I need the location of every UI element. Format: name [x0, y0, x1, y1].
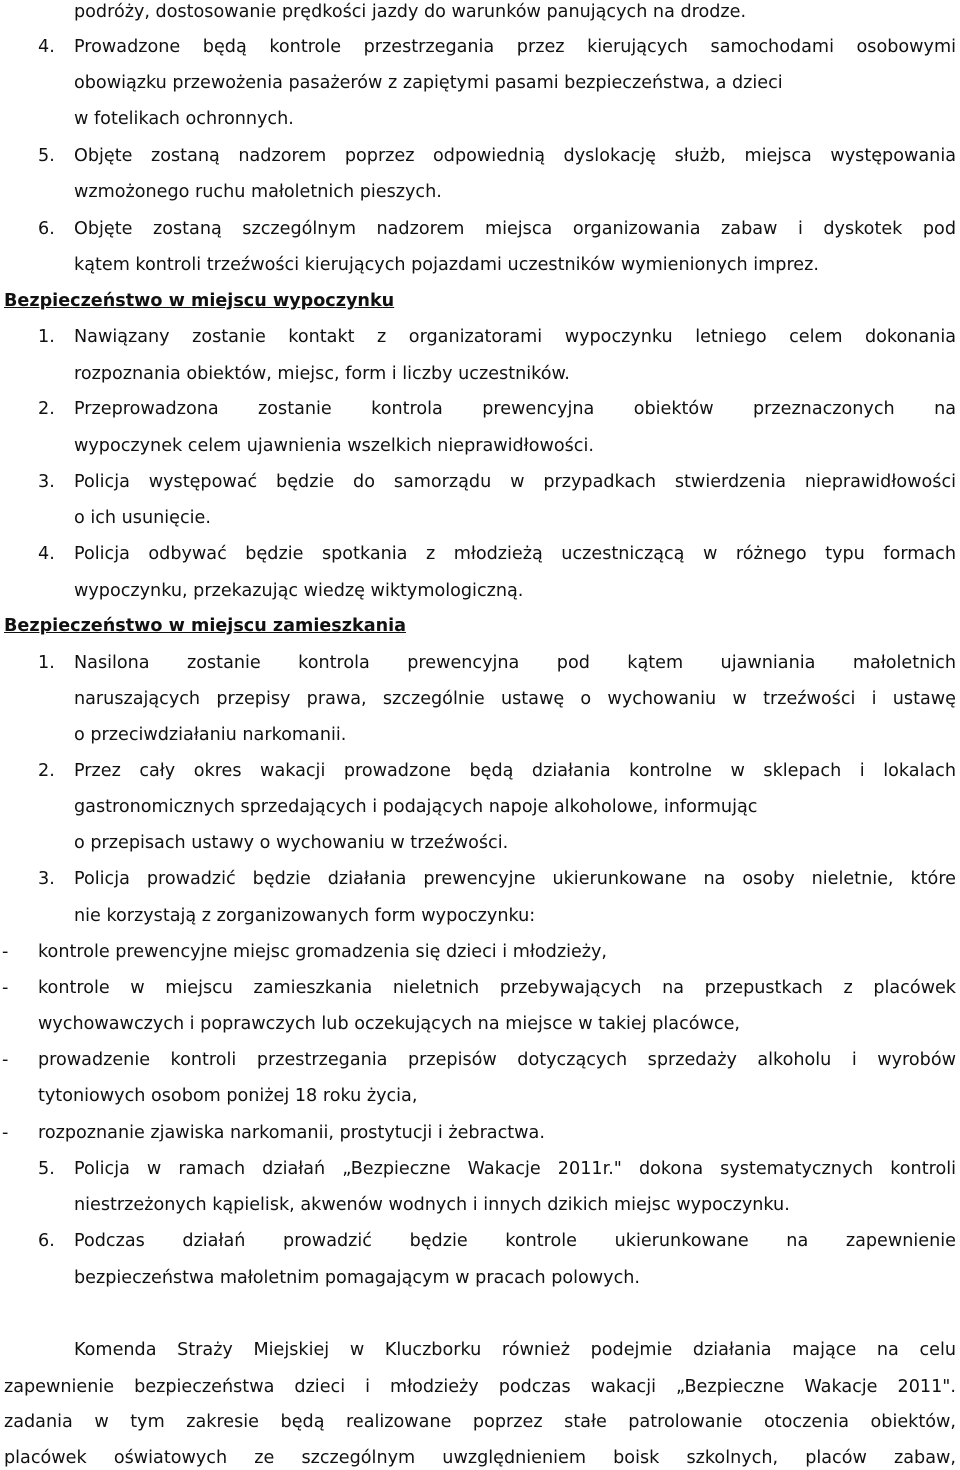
- bullet-dash: -: [2, 942, 9, 962]
- list-item-line: Nawiązany zostanie kontakt z organizatorami wypoczynku letniego celem dokonania: [74, 327, 956, 347]
- list-number: 4.: [38, 37, 55, 57]
- bullet-line: wychowawczych i poprawczych lub oczekujących na miejsce w takiej placówce,: [38, 1014, 740, 1034]
- closing-line: zapewnienie bezpieczeństwa dzieci i młodzieży podczas wakacji „Bezpieczne Wakacje 2011".: [4, 1377, 956, 1397]
- list-item-line: Przez cały okres wakacji prowadzone będą działania kontrolne w sklepach i lokalach: [74, 761, 956, 781]
- list-item-line: Policja w ramach działań „Bezpieczne Wakacje 2011r." dokona systematycznych kontroli: [74, 1159, 956, 1179]
- list-item-line: niestrzeżonych kąpielisk, akwenów wodnych i innych dzikich miejsc wypoczynku.: [74, 1195, 790, 1215]
- closing-line: Komenda Straży Miejskiej w Kluczborku również podejmie działania mające na celu: [74, 1340, 956, 1360]
- list-number: 6.: [38, 219, 55, 239]
- list-item-line: wypoczynek celem ujawnienia wszelkich nieprawidłowości.: [74, 436, 594, 456]
- list-item-line: Przeprowadzona zostanie kontrola prewencyjna obiektów przeznaczonych na: [74, 399, 956, 419]
- bullet-dash: -: [2, 1050, 9, 1070]
- closing-line: zadania w tym zakresie będą realizowane poprzez stałe patrolowanie otoczenia obiektów,: [4, 1412, 956, 1432]
- section-heading: Bezpieczeństwo w miejscu wypoczynku: [4, 291, 395, 311]
- bullet-line: rozpoznanie zjawiska narkomanii, prostytucji i żebractwa.: [38, 1123, 545, 1143]
- list-item-line: Prowadzone będą kontrole przestrzegania przez kierujących samochodami osobowymi: [74, 37, 956, 57]
- list-item-line: Objęte zostaną nadzorem poprzez odpowiednią dyslokację służb, miejsca występowania: [74, 146, 956, 166]
- paragraph-continuation: podróży, dostosowanie prędkości jazdy do warunków panujących na drodze.: [74, 2, 747, 22]
- list-item-line: Policja prowadzić będzie działania prewencyjne ukierunkowane na osoby nieletnie, które: [74, 869, 956, 889]
- list-number: 2.: [38, 399, 55, 419]
- closing-line: placówek oświatowych ze szczególnym uwzględnieniem boisk szkolnych, placów zabaw,: [4, 1448, 956, 1468]
- list-item-line: Nasilona zostanie kontrola prewencyjna pod kątem ujawniania małoletnich: [74, 653, 956, 673]
- section-heading: Bezpieczeństwo w miejscu zamieszkania: [4, 616, 406, 636]
- list-item-line: kątem kontroli trzeźwości kierujących pojazdami uczestników wymienionych imprez.: [74, 255, 819, 275]
- list-item-line: bezpieczeństwa małoletnim pomagającym w pracach polowych.: [74, 1268, 641, 1288]
- bullet-line: kontrole prewencyjne miejsc gromadzenia się dzieci i młodzieży,: [38, 942, 608, 962]
- list-number: 5.: [38, 1159, 55, 1179]
- list-number: 4.: [38, 544, 55, 564]
- list-item-line: Objęte zostaną szczególnym nadzorem miejsca organizowania zabaw i dyskotek pod: [74, 219, 956, 239]
- list-number: 1.: [38, 653, 55, 673]
- bullet-dash: -: [2, 978, 9, 998]
- list-number: 1.: [38, 327, 55, 347]
- bullet-line: kontrole w miejscu zamieszkania nieletnich przebywających na przepustkach z placówek: [38, 978, 956, 998]
- list-number: 3.: [38, 869, 55, 889]
- list-item-line: gastronomicznych sprzedających i podających napoje alkoholowe, informując: [74, 797, 758, 817]
- bullet-dash: -: [2, 1123, 9, 1143]
- bullet-line: tytoniowych osobom poniżej 18 roku życia,: [38, 1086, 418, 1106]
- list-item-line: Policja występować będzie do samorządu w przypadkach stwierdzenia nieprawidłowości: [74, 472, 956, 492]
- list-item-line: wzmożonego ruchu małoletnich pieszych.: [74, 182, 442, 202]
- list-item-line: o ich usunięcie.: [74, 508, 211, 528]
- bullet-line: prowadzenie kontroli przestrzegania przepisów dotyczących sprzedaży alkoholu i wyrobów: [38, 1050, 956, 1070]
- list-item-line: o przeciwdziałaniu narkomanii.: [74, 725, 347, 745]
- list-number: 5.: [38, 146, 55, 166]
- list-item-line: Policja odbywać będzie spotkania z młodzieżą uczestniczącą w różnego typu formach: [74, 544, 956, 564]
- list-number: 6.: [38, 1231, 55, 1251]
- list-item-line: wypoczynku, przekazując wiedzę wiktymologiczną.: [74, 581, 524, 601]
- list-item-line: nie korzystają z zorganizowanych form wypoczynku:: [74, 906, 536, 926]
- list-number: 2.: [38, 761, 55, 781]
- list-item-line: w fotelikach ochronnych.: [74, 109, 294, 129]
- list-item-line: naruszających przepisy prawa, szczególnie ustawę o wychowaniu w trzeźwości i ustawę: [74, 689, 956, 709]
- list-number: 3.: [38, 472, 55, 492]
- list-item-line: rozpoznania obiektów, miejsc, form i liczby uczestników.: [74, 364, 570, 384]
- list-item-line: obowiązku przewożenia pasażerów z zapiętymi pasami bezpieczeństwa, a dzieci: [74, 73, 783, 93]
- list-item-line: o przepisach ustawy o wychowaniu w trzeźwości.: [74, 833, 509, 853]
- list-item-line: Podczas działań prowadzić będzie kontrole ukierunkowane na zapewnienie: [74, 1231, 956, 1251]
